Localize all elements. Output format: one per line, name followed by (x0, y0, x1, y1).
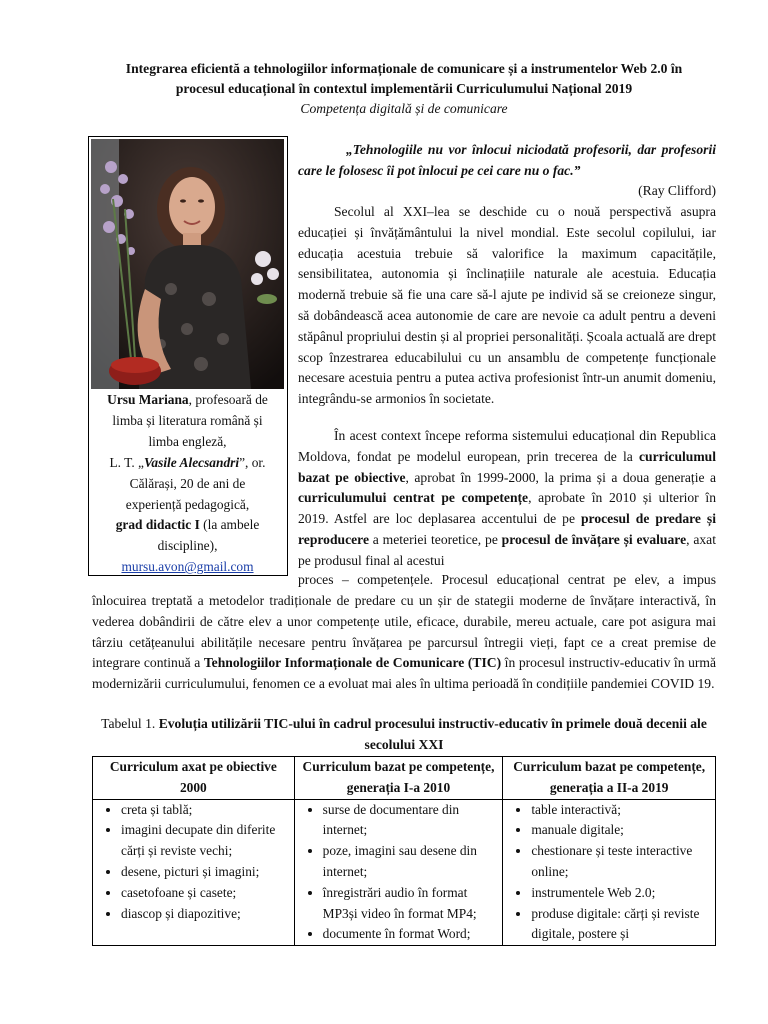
author-disciplines: discipline), (157, 538, 218, 554)
list-item: • poze, imagini sau desene din internet; (323, 841, 501, 883)
author-portrait-image (91, 139, 284, 389)
list-item: • înregistrări audio în format MP3și video în format MP4; (323, 883, 501, 925)
paragraph-reform: În acest context începe reforma sistemului educațional din Republica Moldova, fondat pe modelul european, prin trecerea de la curriculumul bazat pe obiective, aprobat în 1999-2000, la prima și a doua generație a curriculumului centrat pe competențe, aprobate în 2010 și ulterior în 2019. Astfel are loc deplasarea accentului de pe procesul de predare și reproducere a meteriei teoretice, pe procesul de învățare și evaluare, axat pe produsul final al acestui (298, 428, 716, 568)
paragraph-reform-continued: înlocuirea treptată a metodelor tradiționale de predare cu un șir de stategii moderne de învățare interactivă, în vederea dobândirii de către elev a unor competențe utile, eficace, durabile, mereu actuale, care pot asigura mai târziu cetățeanului abilitățile necesare pentru învățarea pe parcursul întregii vieți, fapt ce a creat premise de integrare continuă a Tehnologiilor Informaționale de Comunicare (TIC) în procesul instructiv-educativ în urmă modernizării curriculumului, fenomen ce a evoluat mai ales în ultima perioadă în condițiile pandemiei COVID 19. (92, 593, 717, 692)
table-cell-col1 (93, 799, 295, 946)
author-grade-suffix: (la ambele (199, 517, 260, 533)
list-item: • desene, picturi și imagini; (121, 862, 292, 883)
table-header-col2: Curriculum bazat pe competențe, generația I-a 2010 (294, 757, 503, 800)
school-prefix: L. T. „ (109, 454, 144, 470)
list-item: • creta și tablă; (121, 800, 292, 821)
list-item: • manuale digitale; (531, 820, 713, 841)
document-subtitle: Competența digitală și de comunicare (300, 101, 508, 116)
author-card (88, 136, 288, 576)
author-city: Călărași, 20 de ani de (129, 475, 246, 491)
list-item: • casetofoane și casete; (121, 883, 292, 904)
list-item: • chestionare și teste interactive online; (531, 841, 713, 883)
author-caption (91, 390, 284, 578)
epigraph-author: (Ray Clifford) (638, 183, 716, 198)
school-name: Vasile Alecsandri (143, 454, 240, 470)
tic-evolution-table (92, 756, 716, 946)
epigraph-quote: „Tehnologiile nu vor înlocui niciodată profesorii, dar profesorii care le folosesc îi pot înlocui pe cei care nu o fac.” (298, 142, 716, 178)
list-item: • table interactivă; (531, 800, 713, 821)
author-email-link[interactable]: mursu.avon@gmail.com (121, 559, 254, 575)
author-photo (91, 139, 284, 389)
author-subject-2: limba engleză, (148, 433, 227, 449)
list-item: • produse digitale: cărți și reviste digitale, postere și (531, 904, 713, 946)
author-grade: grad didactic I (115, 517, 200, 533)
author-role: , profesoară de (188, 392, 268, 407)
author-subject: limba și literatura română și (112, 412, 263, 428)
list-item: • diascop și diapozitive; (121, 904, 292, 925)
list-item: • documente în format Word; (323, 924, 501, 945)
list-item: • surse de documentare din internet; (323, 800, 501, 842)
table-cell-col3 (503, 799, 716, 946)
table-header-col3: Curriculum bazat pe competențe, generația a II-a 2019 (503, 757, 716, 800)
author-experience: experiență pedagogică, (125, 496, 250, 512)
list-item: • imagini decupate din diferite cărți și reviste vechi; (121, 820, 292, 862)
table-header-col1: Curriculum axat pe obiective 2000 (93, 757, 295, 800)
paragraph-intro: Secolul al XXI–lea se deschide cu o nouă perspectivă asupra educației și învățământului la nivel mondial. Este secolul copilului, iar educația acestuia trebuie să valorifice la maximum capacitățile, sensibilitatea, autonomia și înclinațiile naturale ale acestuia. Educația modernă trebuie să fie una care să-l ajute pe individ să se creioneze singur, să dobândească acea autonomie de care are nevoie ca adult pentru a deveni stăpânul propriului destin și al propriei personalități. Școala actuală are drept scop înzestrarea educabilului cu un ansamblu de competențe funcționale necesare acestuia pentru a putea activa profesionist într-un anumit domeniu, integrându-se armonios în societate. (298, 204, 716, 407)
list-item: • instrumentele Web 2.0; (531, 883, 713, 904)
author-name: Ursu Mariana (107, 392, 189, 407)
table-header-row (93, 757, 716, 800)
school-suffix: ”, or. (239, 454, 266, 470)
document-title-line-1: Integrarea eficientă a tehnologiilor informaționale de comunicare și a instrumentelor Web 2.0 în (125, 61, 683, 76)
table-caption: Tabelul 1. Evoluția utilizării TIC-ului în cadrul procesului instructiv-educativ în primele două decenii ale secolului XXI (101, 716, 707, 752)
paragraph-reform-line: proces – competențele. Procesul educațional centrat pe elev, a impus (298, 572, 716, 587)
table-cell-col2 (294, 799, 503, 946)
document-title-line-2: procesul educațional în contextul implementării Curriculumului Național 2019 (175, 81, 633, 96)
table-row (93, 799, 716, 946)
